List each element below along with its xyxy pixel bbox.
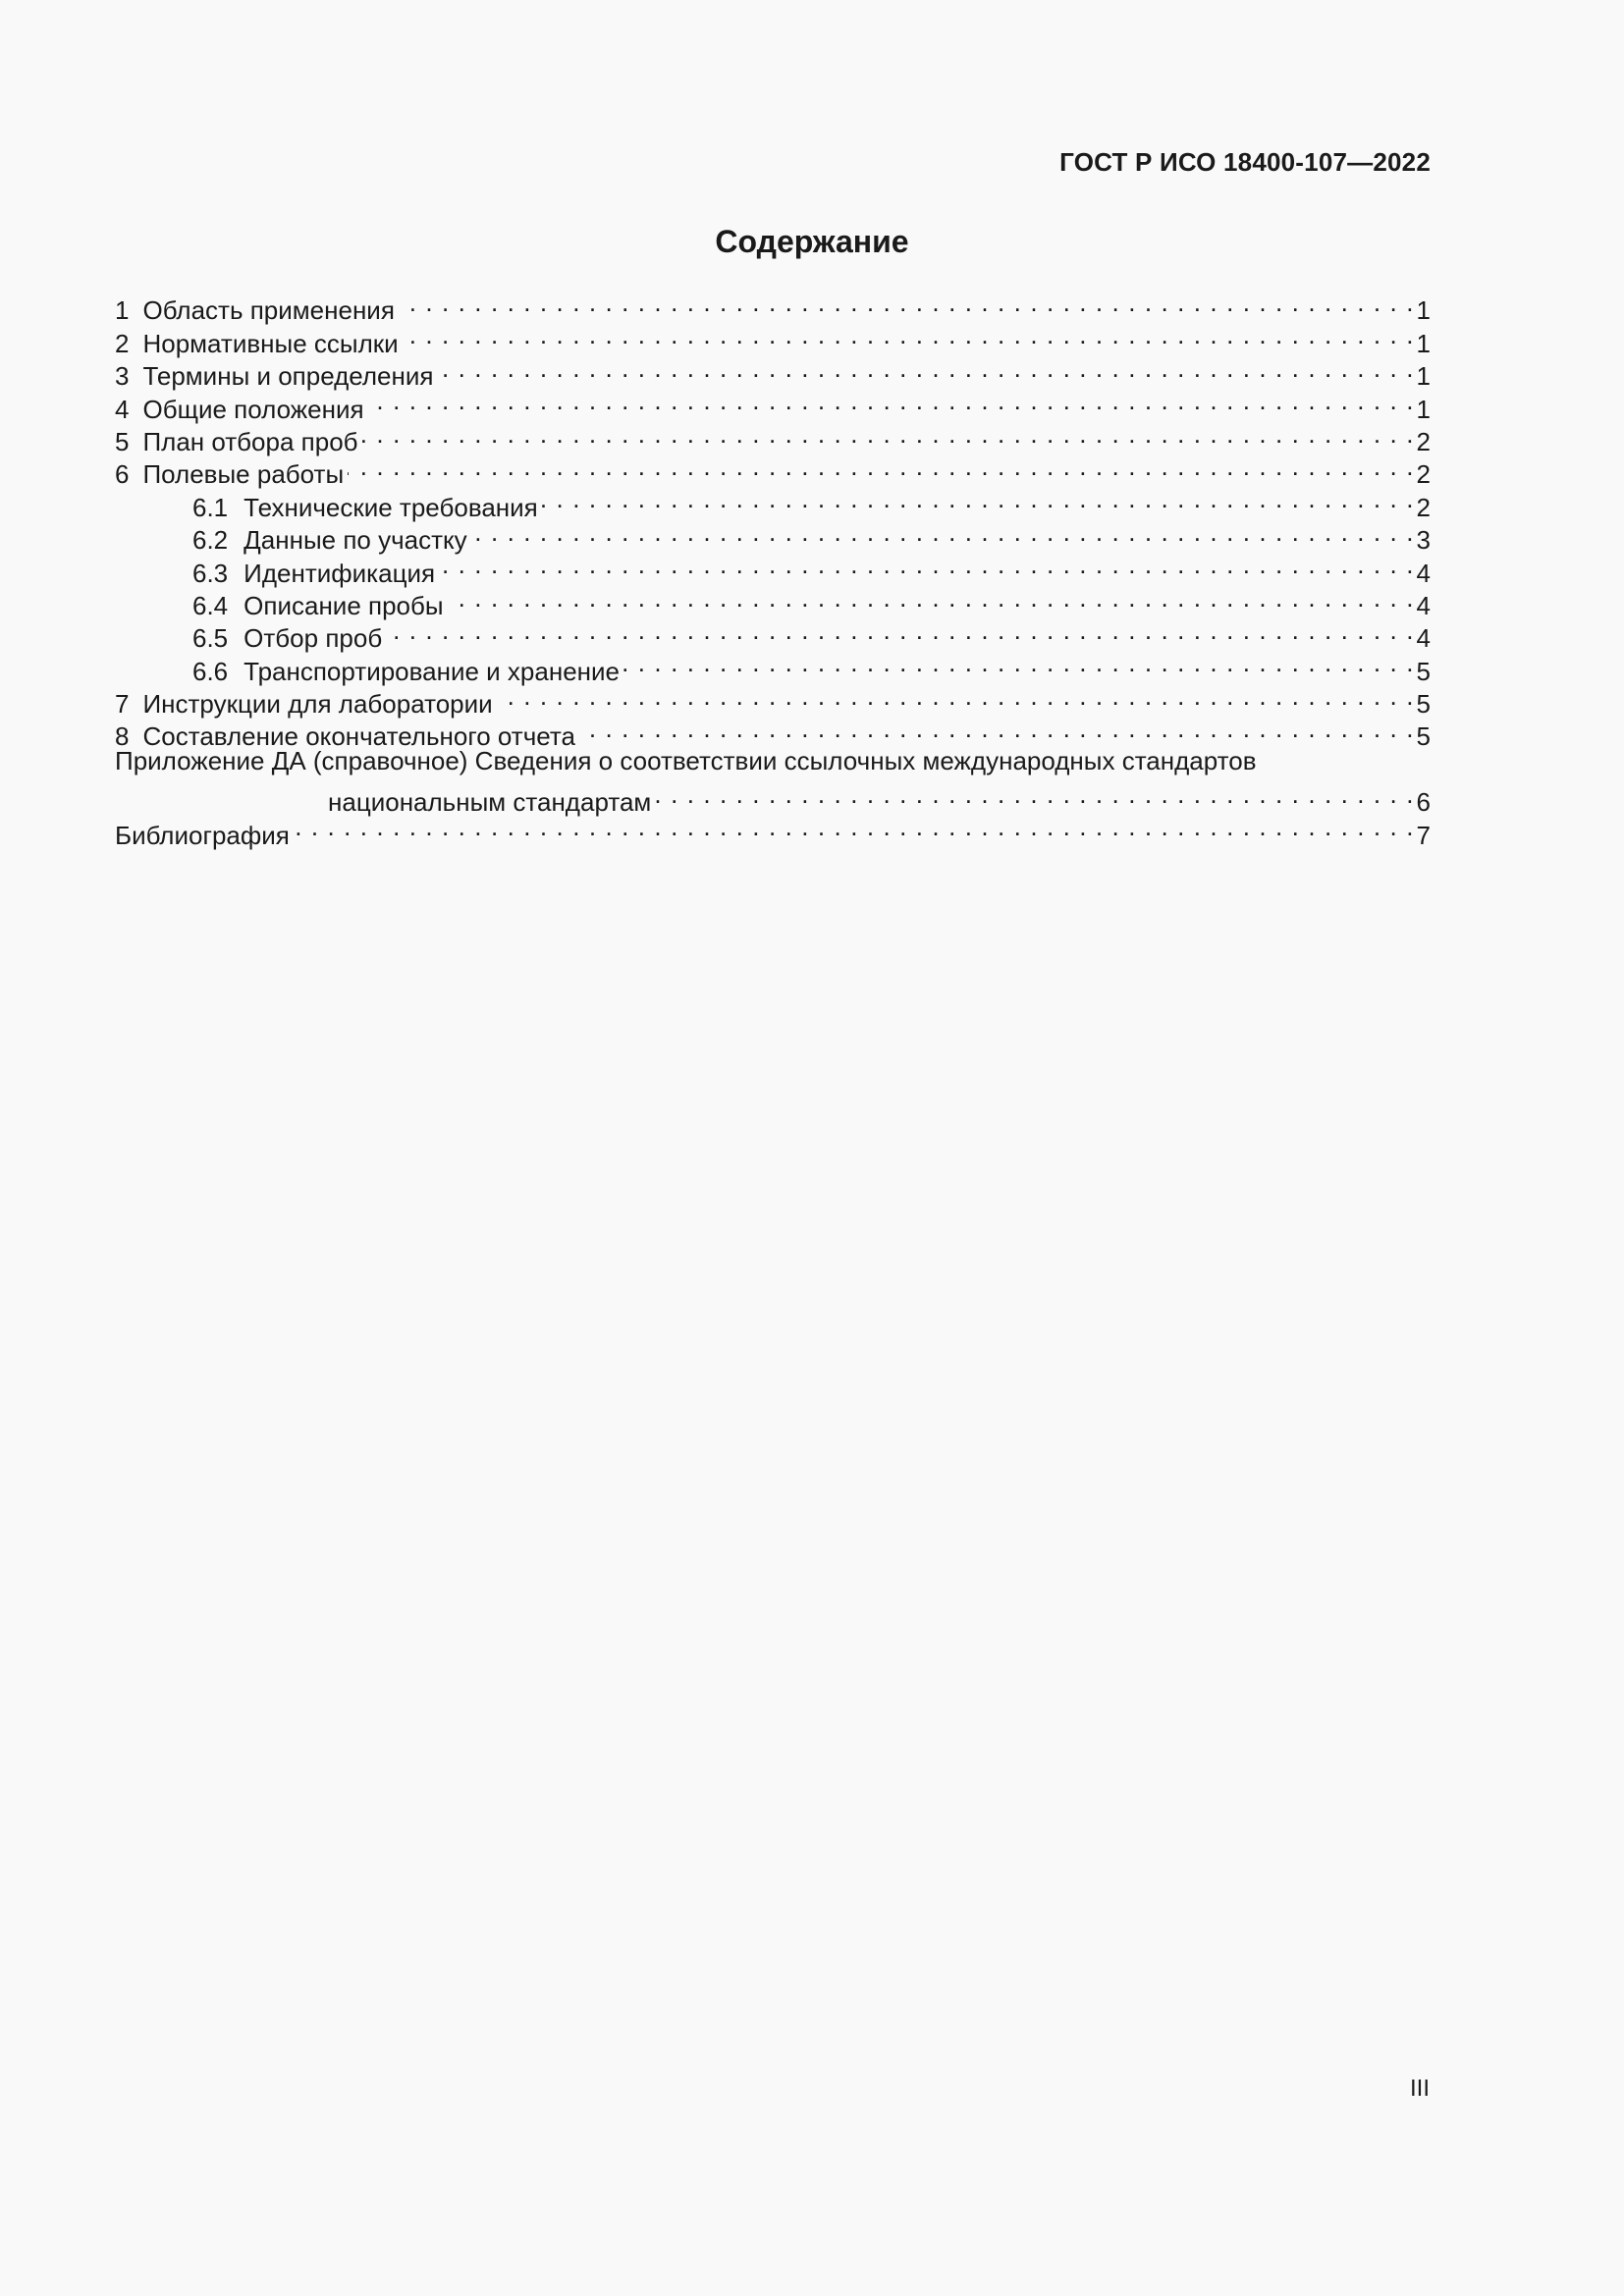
toc-annex-entry[interactable] — [115, 778, 1431, 818]
dot-leader — [348, 451, 1414, 483]
toc-entry-page: 2 — [1416, 459, 1431, 490]
dot-leader — [294, 811, 1415, 843]
toc-entry-title: Нормативные ссылки — [142, 328, 399, 358]
toc-entry-title: Библиография — [115, 820, 290, 850]
toc-entry-title: Транспортирование и хранение — [244, 656, 621, 686]
toc-entry-page: 2 — [1416, 492, 1431, 522]
dot-leader — [471, 516, 1415, 549]
dot-leader — [386, 614, 1414, 647]
toc-entry-page: 2 — [1416, 426, 1431, 456]
toc-entry-title: Составление окончательного отчета — [142, 721, 575, 752]
toc-entry-number: 6.5 — [192, 623, 229, 654]
toc-entry-title: Область применения — [142, 295, 395, 326]
toc-entry-number: 6.6 — [192, 656, 229, 686]
dot-leader — [399, 287, 1415, 319]
toc-entry-page: 7 — [1416, 820, 1431, 850]
page-number: III — [1409, 2075, 1430, 2102]
dot-leader — [403, 319, 1415, 351]
toc-entry-title: План отбора проб — [142, 426, 358, 456]
dot-leader — [437, 352, 1414, 385]
document-header-standard-id: ГОСТ Р ИСО 18400-107—2022 — [1059, 147, 1431, 177]
dot-leader — [368, 385, 1415, 417]
toc-entry-page: 5 — [1416, 656, 1431, 686]
toc-entry-page: 4 — [1416, 623, 1431, 654]
toc-entry-title: Данные по участку — [244, 525, 467, 556]
table-of-contents — [115, 287, 1431, 850]
toc-entry-page: 1 — [1416, 328, 1431, 358]
toc-entry-number: 4 — [115, 394, 130, 424]
dot-leader — [497, 680, 1415, 713]
toc-entry-title: Полевые работы — [142, 459, 345, 490]
toc-entry-page: 6 — [1416, 787, 1431, 818]
toc-entry-title: Технические требования — [244, 492, 538, 522]
dot-leader — [439, 549, 1414, 581]
toc-entry-number: 8 — [115, 721, 130, 752]
toc-entry-page: 1 — [1416, 295, 1431, 326]
toc-entry-number: 3 — [115, 361, 130, 392]
toc-entry-number: 6.1 — [192, 492, 229, 522]
toc-entry-number: 5 — [115, 426, 130, 456]
dot-leader — [655, 778, 1414, 811]
dot-leader — [448, 582, 1415, 614]
toc-entry-number: 1 — [115, 295, 130, 326]
toc-entry-title: Термины и определения — [142, 361, 434, 392]
toc-entry-page: 1 — [1416, 394, 1431, 424]
dot-leader — [623, 647, 1415, 679]
toc-entry-title: Отбор проб — [244, 623, 383, 654]
toc-entry-page: 3 — [1416, 525, 1431, 556]
toc-entry-page: 5 — [1416, 721, 1431, 752]
toc-entry-page: 4 — [1416, 590, 1431, 620]
toc-entry-title: Идентификация — [244, 558, 436, 588]
toc-entry-number: 6 — [115, 459, 130, 490]
toc-entry-title: Описание пробы — [244, 590, 444, 620]
toc-entry-number: 6.2 — [192, 525, 229, 556]
toc-entry-number: 6.4 — [192, 590, 229, 620]
dot-leader — [362, 418, 1415, 451]
toc-title: Содержание — [715, 224, 909, 259]
toc-entry-number: 2 — [115, 328, 130, 358]
toc-annex-title-line2: национальным стандартам — [328, 787, 652, 818]
toc-entry-page: 4 — [1416, 558, 1431, 588]
toc-bibliography-entry[interactable] — [115, 811, 1431, 850]
dot-leader — [542, 483, 1415, 515]
toc-entry-title: Инструкции для лаборатории — [142, 689, 493, 720]
toc-annex-title-line1[interactable]: Приложение ДА (справочное) Сведения о соответствии ссылочных международных стандартов — [115, 746, 1257, 776]
toc-entry-number: 7 — [115, 689, 130, 720]
toc-entry-title: Общие положения — [142, 394, 364, 424]
toc-entry-number: 6.3 — [192, 558, 229, 588]
toc-entry[interactable] — [115, 287, 1431, 326]
dot-leader — [579, 713, 1415, 745]
toc-entry-page: 5 — [1416, 689, 1431, 720]
toc-entry-page: 1 — [1416, 361, 1431, 392]
